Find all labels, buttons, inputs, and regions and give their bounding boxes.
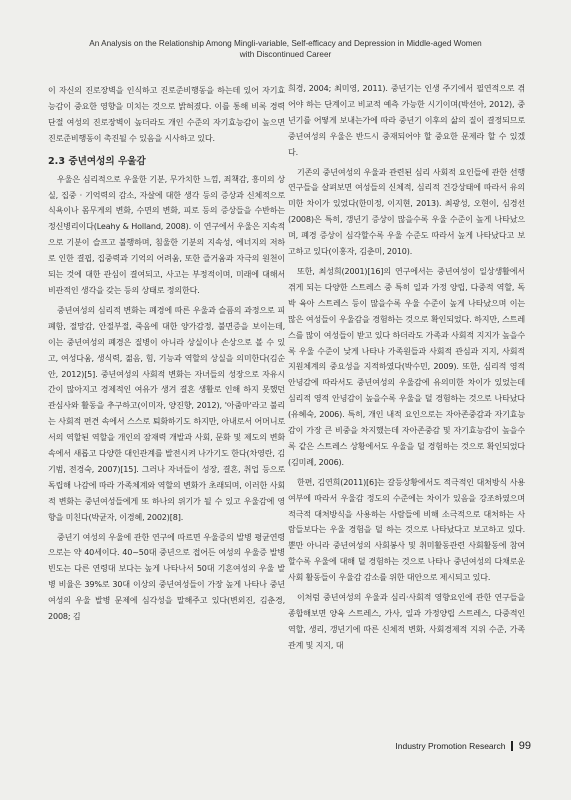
- paragraph: 희경, 2004; 최미영, 2011). 중년기는 인생 주기에서 필연적으로 겪어야 하는 단계이고 비교적 예측 가능한 시기이며(박선아, 2012), 중년기를 어떻게 보내는가에 따라 중년기 이후의 삶의 질이 결정되므로 중년여성의 우울은 반드시 중재되어야 할 중요한 문제라 할 수 있겠다.: [288, 84, 525, 157]
- section-heading: 2.3 중년여성의 우울감: [48, 155, 146, 167]
- paragraph: 우울은 심리적으로 우울한 기분, 무가치한 느낌, 죄책감, 흥미의 상실, 집중 · 기억력의 감소, 자살에 대한 생각 등의 증상과 신체적으로 식욕이나 몸무게의 변화, 수면의 변화, 피로 등의 증상들을 수반하는 정신병리이다(Leahy & Holland, 2008). 이 연구에서 우울은 지속적으로 기분이 슬프고 불행하며, 침울한 기분의 지속성, 에너지의 저하로 인한 결핍, 집중력과 기억의 어려움, 또한 즐거움과 자극의 원천이 되는 것에 대한 관심이 결여되고, 사고는 부정적이며, 미래에 대해서 비관적인 생각을 갖는 등의 상태로 정의한다.: [48, 174, 285, 295]
- paragraph: 한편, 김연희(2011)[6]는 갈등상황에서도 적극적인 대처방식 사용여부에 따라서 우울감 정도의 수준에는 차이가 있음을 강조하였으며 적극적 대처방식을 사용하는 사람들에 비해 소극적으로 대처하는 사람들보다는 우울 경험을 덜 하는 것으로 나타났다고 보고하고 있다. 뿐만 아니라 중년여성의 사회봉사 및 취미활동관련 사회활동에 참여할수록 우울에 대해 덜 경험하는 것으로 나타나 중년여성의 다채로운 사회 활동들이 우울감 감소를 위한 대안으로 제시되고 있다.: [288, 477, 525, 583]
- running-header-line1: An Analysis on the Relationship Among Mingli-variable, Self-efficacy and Depression in Middle-aged Women: [89, 39, 482, 48]
- running-header: [40, 38, 531, 60]
- running-header-line2: with Discontinued Career: [239, 50, 332, 59]
- paragraph: 기존의 중년여성의 우울과 관련된 심리 사회적 요인들에 관한 선행연구들을 살펴보면 여성들의 신체적, 심리적 건강상태에 따라서 유의미한 차이가 있었다(한미정, 이지현, 2013). 최광성, 오현이, 심경선(2008)은 특히, 갱년기 증상이 많을수록 우울 수준이 높게 나타났으며, 폐경 증상이 심각할수록 우울 수준도 따라서 높게 나타났다고 보고하고 있다(이홍자, 김춘미, 2010).: [288, 167, 525, 257]
- paragraph: 이처럼 중년여성의 우울과 심리·사회적 영향요인에 관한 연구들을 종합해보면 양육 스트레스, 가사, 일과 가정양립 스트레스, 다중적인 역할, 생리, 갱년기에 따른 신체적 변화, 사회경제적 지위 수준, 가족관계 및 지지, 대: [288, 593, 525, 650]
- paragraph: 중년여성의 심리적 변화는 폐경에 따른 우울과 슬픔의 과정으로 피폐함, 절망감, 안절부절, 죽음에 대한 양가감정, 불면증을 보이는데, 이는 중년여성의 폐경은 질병이 아니라 상실이나 손상으로 볼 수 있고, 여성다움, 생식력, 젊음, 힘, 기능과 역할의 상실을 의미한다(김순안, 2012)[5]. 중년여성의 사회적 변화는 자녀들의 성장으로 자유시간이 많아지고 경제적인 여유가 생겨 결혼 생활로 인해 하지 못했던 관심사와 활동을 추구하고(이미자, 양진향, 2012), '아줌마'라고 불리는 사회적 편견 속에서 스스로 퇴화하기도 하지만, 아내로서 어머니로서의 역할된 역할을 개인의 잠재력 개발과 사회, 문화 및 제도의 변화 속에서 새롭고 다양한 대인관계를 발전시켜 나가기도 한다(차영란, 김기범, 전경숙, 2007)[15]. 그러나 자녀들이 성장, 결혼, 취업 등으로 독립해 나감에 따라 가족체계와 역할의 변화가 초래되며, 이러한 사회적 변화는 중년여성들에게 또 하나의 위기가 될 수 있고 우울감에 영향을 미친다(박균자, 이경혜, 2002)[8].: [48, 305, 285, 522]
- page-number: 99: [518, 740, 531, 752]
- paragraph: 이 자신의 진로장벽을 인식하고 진로준비행동을 하는데 있어 자기효능감이 중요한 영향을 미치는 것으로 밝혀졌다. 이를 통해 비록 경력단절 여성의 진로장벽이 높더라도 개인 수준의 자기효능감이 높으면 진로준비행동이 촉진될 수 있음을 시사하고 있다.: [48, 86, 285, 143]
- paragraph: 또한, 최성희(2001)[16]의 연구에서는 중년여성이 일상생활에서 겪게 되는 다양한 스트레스 중 특히 일과 가정 양립, 다중적 역할, 독박 육아 스트레스 등이 많을수록 우울 수준이 높게 나타났으며 이는 많은 여성들이 우울감을 경험하는 것으로 확인되었다. 하지만, 스트레스를 많이 여성들이 받고 있다 하더라도 가족과 사회적 지지가 높을수록 우울 수준이 낮게 나타나 가족원들과 사회적 관심과 지지, 사회적 지원체계의 중요성을 지적하였다(박수민, 2009). 또한, 심리적 영적 안녕감에 따라서도 중년여성의 우울감에 유의미한 차이가 있었는데 심리적 영적 안녕감이 높을수록 우울을 덜 경험하는 것으로 나타났다(유혜숙, 2006). 특히, 개인 내적 요인으로는 자아존중감과 자기효능감이 가장 큰 비중을 차지했는데 자아존중감 및 자기효능감이 높을수록 같은 스트레스 상황에서도 우울을 덜 경험하는 것으로 확인되었다(김미례, 2006).: [288, 266, 525, 467]
- paragraph: 중년기 여성의 우울에 관한 연구에 따르면 우울증의 발병 평균연령으로는 약 40세이다. 40~50대 중년으로 접어든 여성의 우울증 발병 빈도는 다른 연령대 보다는 높게 나타나서 50대 기혼여성의 우울 발병 비율은 39%로 30대 이상의 중년여성들이 가장 높게 나타나 중년여성의 우울 발병 문제에 심각성을 말해주고 있다(변외진, 김춘경, 2008; 김: [48, 532, 285, 622]
- journal-name: Industry Promotion Research: [395, 741, 506, 751]
- right-column: [288, 81, 525, 658]
- footer-divider: [511, 741, 512, 751]
- page-footer: [395, 740, 531, 752]
- left-column: [48, 83, 285, 629]
